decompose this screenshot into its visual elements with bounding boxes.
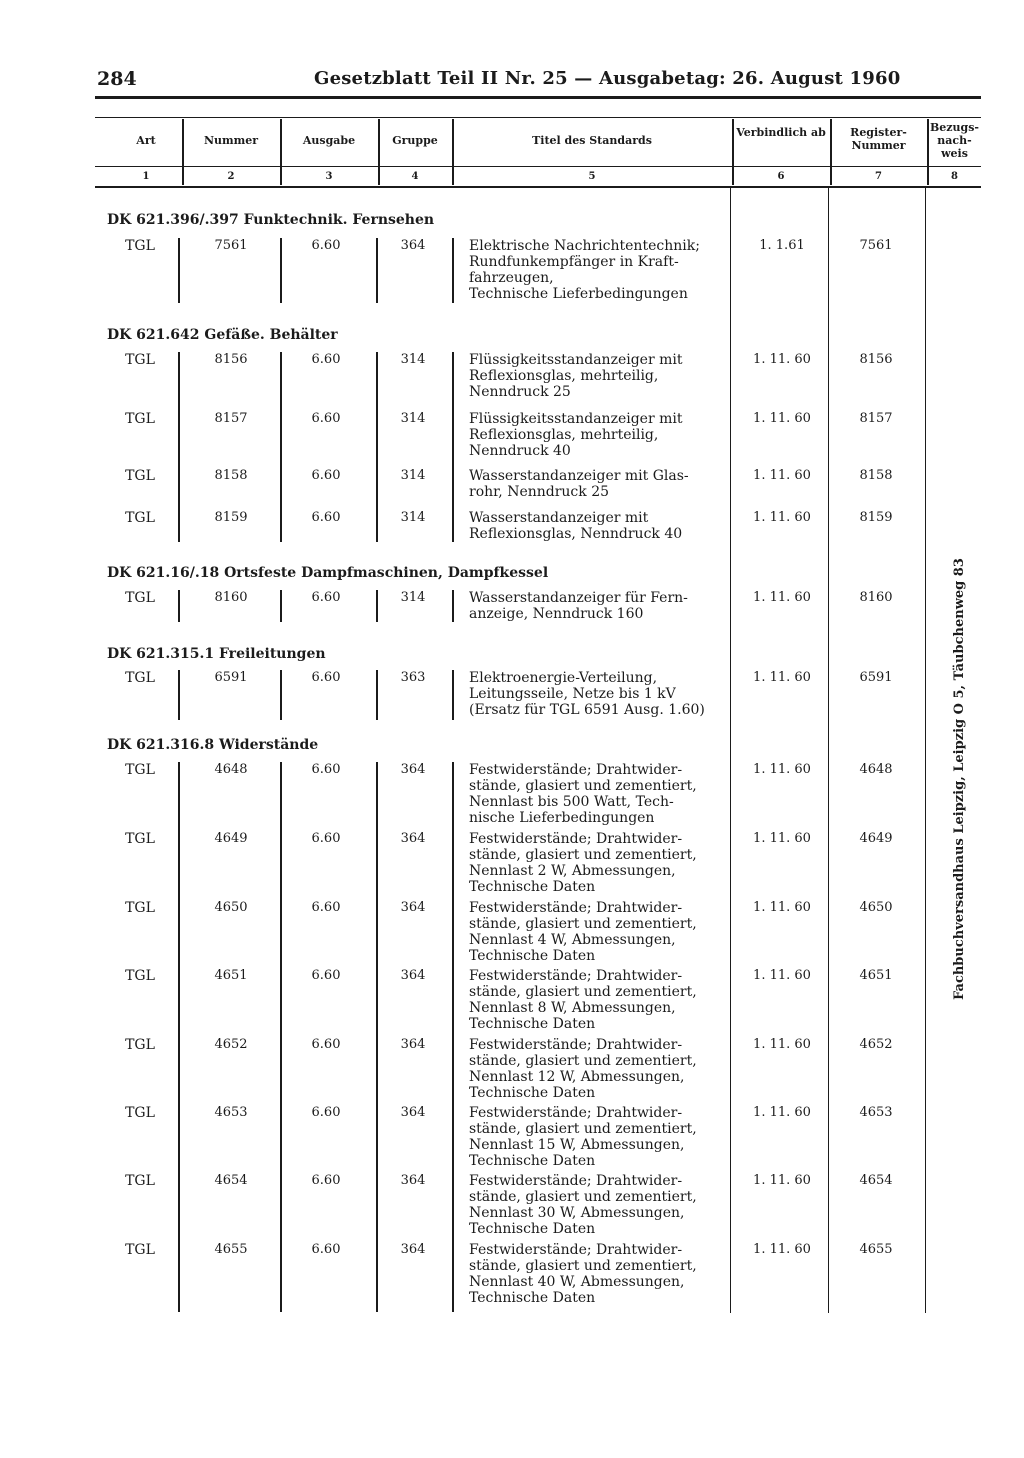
titel-line: Festwiderstände; Drahtwider- xyxy=(469,1105,683,1121)
section-heading: DK 621.396/.397 Funktechnik. Fernsehen xyxy=(107,212,435,228)
nummer-cell: 8158 xyxy=(214,468,248,483)
gruppe-cell: 314 xyxy=(400,510,426,525)
gruppe-cell: 314 xyxy=(400,468,426,483)
column-divider xyxy=(280,238,282,303)
column-divider xyxy=(452,590,454,622)
art-cell: TGL xyxy=(125,900,155,916)
nummer-cell: 8156 xyxy=(214,352,248,367)
titel-line: Technische Daten xyxy=(469,948,596,964)
art-cell: TGL xyxy=(125,762,155,778)
verbindlich-cell: 1. 11. 60 xyxy=(753,411,811,426)
column-number: 7 xyxy=(875,171,882,182)
titel-line: Festwiderstände; Drahtwider- xyxy=(469,968,683,984)
column-divider xyxy=(280,762,282,1312)
titel-line: Technische Daten xyxy=(469,1153,596,1169)
verbindlich-cell: 1. 11. 60 xyxy=(753,352,811,367)
column-divider xyxy=(178,238,180,303)
column-header: Gruppe xyxy=(392,134,438,147)
nummer-cell: 8160 xyxy=(214,590,248,605)
column-divider xyxy=(280,352,282,542)
titel-line: Technische Lieferbedingungen xyxy=(469,286,688,302)
table-top-rule xyxy=(95,117,981,118)
column-number: 1 xyxy=(142,171,150,182)
column-divider xyxy=(376,352,378,542)
register-cell: 4650 xyxy=(859,900,893,915)
verbindlich-cell: 1. 11. 60 xyxy=(753,510,811,525)
art-cell: TGL xyxy=(125,352,155,368)
titel-cell xyxy=(469,238,729,302)
column-divider xyxy=(730,188,731,1313)
column-divider xyxy=(732,119,734,185)
column-divider xyxy=(280,119,282,185)
ausgabe-cell: 6.60 xyxy=(311,352,341,367)
titel-cell xyxy=(469,468,729,500)
gruppe-cell: 314 xyxy=(400,352,426,367)
column-divider xyxy=(927,119,929,185)
titel-line: stände, glasiert und zementiert, xyxy=(469,1258,697,1274)
register-cell: 4648 xyxy=(859,762,893,777)
publisher-imprint: Fachbuchversandhaus Leipzig, Leipzig O 5, Täubchenweg 83 xyxy=(952,558,967,1000)
column-divider xyxy=(182,119,184,185)
ausgabe-cell: 6.60 xyxy=(311,1105,341,1120)
nummer-cell: 4649 xyxy=(214,831,248,846)
titel-cell xyxy=(469,900,729,964)
titel-line: Nenndruck 40 xyxy=(469,443,571,459)
titel-line: Flüssigkeitsstandanzeiger mit xyxy=(469,352,683,368)
titel-line: Wasserstandanzeiger mit xyxy=(469,510,649,526)
verbindlich-cell: 1. 11. 60 xyxy=(753,900,811,915)
column-header: Art xyxy=(136,134,156,147)
titel-line: stände, glasiert und zementiert, xyxy=(469,1053,697,1069)
register-cell: 6591 xyxy=(859,670,893,685)
register-cell: 4654 xyxy=(859,1173,893,1188)
titel-cell xyxy=(469,352,729,400)
register-cell: 4651 xyxy=(859,968,893,983)
column-divider xyxy=(376,238,378,303)
titel-line: Festwiderstände; Drahtwider- xyxy=(469,1242,683,1258)
column-header: Titel des Standards xyxy=(532,134,652,147)
section-heading: DK 621.642 Gefäße. Behälter xyxy=(107,327,338,343)
ausgabe-cell: 6.60 xyxy=(311,411,341,426)
register-cell: 4649 xyxy=(859,831,893,846)
gruppe-cell: 364 xyxy=(400,831,426,846)
verbindlich-cell: 1. 11. 60 xyxy=(753,1105,811,1120)
section-heading: DK 621.316.8 Widerstände xyxy=(107,737,319,753)
column-number: 8 xyxy=(951,171,958,182)
art-cell: TGL xyxy=(125,238,155,254)
titel-line: stände, glasiert und zementiert, xyxy=(469,847,697,863)
titel-cell xyxy=(469,762,729,826)
titel-line: Nennlast 30 W, Abmessungen, xyxy=(469,1205,685,1221)
ausgabe-cell: 6.60 xyxy=(311,238,341,253)
column-divider xyxy=(280,670,282,720)
titel-line: Flüssigkeitsstandanzeiger mit xyxy=(469,411,683,427)
art-cell: TGL xyxy=(125,1037,155,1053)
column-header: Nummer xyxy=(203,134,259,147)
art-cell: TGL xyxy=(125,670,155,686)
column-number: 4 xyxy=(411,171,419,182)
titel-cell xyxy=(469,510,729,542)
column-number-rule xyxy=(95,186,981,188)
column-divider xyxy=(925,188,926,1313)
nummer-cell: 4651 xyxy=(214,968,248,983)
titel-line: stände, glasiert und zementiert, xyxy=(469,1121,697,1137)
ausgabe-cell: 6.60 xyxy=(311,831,341,846)
nummer-cell: 4648 xyxy=(214,762,248,777)
titel-line: Festwiderstände; Drahtwider- xyxy=(469,900,683,916)
register-cell: 8160 xyxy=(859,590,893,605)
verbindlich-cell: 1. 11. 60 xyxy=(753,831,811,846)
art-cell: TGL xyxy=(125,411,155,427)
titel-cell xyxy=(469,411,729,459)
column-divider xyxy=(280,590,282,622)
column-divider xyxy=(376,670,378,720)
ausgabe-cell: 6.60 xyxy=(311,762,341,777)
column-divider xyxy=(178,670,180,720)
ausgabe-cell: 6.60 xyxy=(311,1037,341,1052)
titel-line: (Ersatz für TGL 6591 Ausg. 1.60) xyxy=(469,702,705,718)
register-cell: 8158 xyxy=(859,468,893,483)
titel-cell xyxy=(469,1173,729,1237)
nummer-cell: 8159 xyxy=(214,510,248,525)
column-header: Ausgabe xyxy=(302,134,356,147)
column-header: Bezugs-nach-weis xyxy=(930,121,979,160)
register-cell: 7561 xyxy=(859,238,893,253)
verbindlich-cell: 1. 11. 60 xyxy=(753,670,811,685)
column-divider xyxy=(178,762,180,1312)
column-divider xyxy=(452,238,454,303)
gruppe-cell: 364 xyxy=(400,968,426,983)
gruppe-cell: 314 xyxy=(400,590,426,605)
column-divider xyxy=(452,670,454,720)
art-cell: TGL xyxy=(125,1173,155,1189)
titel-line: Nennlast 15 W, Abmessungen, xyxy=(469,1137,685,1153)
titel-line: Festwiderstände; Drahtwider- xyxy=(469,762,683,778)
titel-line: Elektroenergie-Verteilung, xyxy=(469,670,658,686)
titel-line: Nennlast 40 W, Abmessungen, xyxy=(469,1274,685,1290)
titel-line: nische Lieferbedingungen xyxy=(469,810,655,826)
column-header: Verbindlich ab xyxy=(736,126,826,139)
verbindlich-cell: 1. 11. 60 xyxy=(753,590,811,605)
column-number: 6 xyxy=(777,171,785,182)
page-number: 284 xyxy=(97,68,137,90)
nummer-cell: 6591 xyxy=(214,670,248,685)
titel-line: Rundfunkempfänger in Kraft- xyxy=(469,254,679,270)
titel-line: Festwiderstände; Drahtwider- xyxy=(469,1037,683,1053)
titel-cell xyxy=(469,1242,729,1306)
column-header: Register-Nummer xyxy=(850,126,907,152)
art-cell: TGL xyxy=(125,468,155,484)
verbindlich-cell: 1. 11. 60 xyxy=(753,1173,811,1188)
verbindlich-cell: 1. 11. 60 xyxy=(753,762,811,777)
titel-line: Leitungsseile, Netze bis 1 kV xyxy=(469,686,676,702)
column-divider xyxy=(376,590,378,622)
register-cell: 8156 xyxy=(859,352,893,367)
titel-line: stände, glasiert und zementiert, xyxy=(469,1189,697,1205)
ausgabe-cell: 6.60 xyxy=(311,468,341,483)
titel-line: Technische Daten xyxy=(469,1221,596,1237)
header-rule xyxy=(95,96,981,99)
art-cell: TGL xyxy=(125,831,155,847)
column-header-rule xyxy=(95,166,981,167)
column-divider xyxy=(178,590,180,622)
column-divider xyxy=(376,762,378,1312)
page-title: Gesetzblatt Teil II Nr. 25 — Ausgabetag: 26. August 1960 xyxy=(314,68,901,89)
ausgabe-cell: 6.60 xyxy=(311,968,341,983)
nummer-cell: 4654 xyxy=(214,1173,248,1188)
register-cell: 8157 xyxy=(859,411,893,426)
titel-line: Nenndruck 25 xyxy=(469,384,571,400)
nummer-cell: 7561 xyxy=(214,238,248,253)
column-number: 3 xyxy=(325,171,333,182)
titel-line: Nennlast 8 W, Abmessungen, xyxy=(469,1000,676,1016)
titel-line: Wasserstandanzeiger mit Glas- xyxy=(469,468,689,484)
verbindlich-cell: 1. 1.61 xyxy=(759,238,805,253)
titel-line: Wasserstandanzeiger für Fern- xyxy=(469,590,688,606)
verbindlich-cell: 1. 11. 60 xyxy=(753,1037,811,1052)
titel-cell xyxy=(469,968,729,1032)
gruppe-cell: 314 xyxy=(400,411,426,426)
column-number: 2 xyxy=(227,171,235,182)
gruppe-cell: 364 xyxy=(400,1037,426,1052)
titel-line: stände, glasiert und zementiert, xyxy=(469,778,697,794)
titel-line: Nennlast 4 W, Abmessungen, xyxy=(469,932,676,948)
ausgabe-cell: 6.60 xyxy=(311,1242,341,1257)
titel-line: Festwiderstände; Drahtwider- xyxy=(469,831,683,847)
titel-line: Nennlast bis 500 Watt, Tech- xyxy=(469,794,674,810)
nummer-cell: 8157 xyxy=(214,411,248,426)
ausgabe-cell: 6.60 xyxy=(311,900,341,915)
titel-line: Elektrische Nachrichtentechnik; xyxy=(469,238,700,254)
register-cell: 4655 xyxy=(859,1242,893,1257)
column-divider xyxy=(452,762,454,1312)
column-divider xyxy=(830,119,832,185)
gruppe-cell: 364 xyxy=(400,900,426,915)
titel-cell xyxy=(469,670,729,718)
titel-line: stände, glasiert und zementiert, xyxy=(469,984,697,1000)
column-divider xyxy=(378,119,380,185)
titel-line: Reflexionsglas, mehrteilig, xyxy=(469,368,659,384)
column-divider xyxy=(452,352,454,542)
titel-line: anzeige, Nenndruck 160 xyxy=(469,606,644,622)
section-heading: DK 621.315.1 Freileitungen xyxy=(107,646,326,662)
nummer-cell: 4655 xyxy=(214,1242,248,1257)
column-divider xyxy=(452,119,454,185)
section-heading: DK 621.16/.18 Ortsfeste Dampfmaschinen, Dampfkessel xyxy=(107,565,549,581)
art-cell: TGL xyxy=(125,1242,155,1258)
gruppe-cell: 364 xyxy=(400,762,426,777)
gruppe-cell: 364 xyxy=(400,1173,426,1188)
art-cell: TGL xyxy=(125,968,155,984)
gruppe-cell: 364 xyxy=(400,1242,426,1257)
gruppe-cell: 364 xyxy=(400,1105,426,1120)
verbindlich-cell: 1. 11. 60 xyxy=(753,1242,811,1257)
register-cell: 4653 xyxy=(859,1105,893,1120)
nummer-cell: 4650 xyxy=(214,900,248,915)
titel-line: Technische Daten xyxy=(469,1290,596,1306)
ausgabe-cell: 6.60 xyxy=(311,510,341,525)
verbindlich-cell: 1. 11. 60 xyxy=(753,968,811,983)
titel-line: Reflexionsglas, mehrteilig, xyxy=(469,427,659,443)
titel-line: Reflexionsglas, Nenndruck 40 xyxy=(469,526,683,542)
titel-line: stände, glasiert und zementiert, xyxy=(469,916,697,932)
ausgabe-cell: 6.60 xyxy=(311,590,341,605)
nummer-cell: 4653 xyxy=(214,1105,248,1120)
column-number: 5 xyxy=(588,171,596,182)
register-cell: 8159 xyxy=(859,510,893,525)
titel-line: Nennlast 12 W, Abmessungen, xyxy=(469,1069,685,1085)
register-cell: 4652 xyxy=(859,1037,893,1052)
titel-line: rohr, Nenndruck 25 xyxy=(469,484,610,500)
titel-line: Festwiderstände; Drahtwider- xyxy=(469,1173,683,1189)
art-cell: TGL xyxy=(125,590,155,606)
gruppe-cell: 363 xyxy=(400,670,426,685)
titel-line: Nennlast 2 W, Abmessungen, xyxy=(469,863,676,879)
ausgabe-cell: 6.60 xyxy=(311,670,341,685)
art-cell: TGL xyxy=(125,1105,155,1121)
column-divider xyxy=(178,352,180,542)
column-divider xyxy=(828,188,829,1313)
titel-line: Technische Daten xyxy=(469,1016,596,1032)
art-cell: TGL xyxy=(125,510,155,526)
titel-cell xyxy=(469,590,729,622)
titel-line: Technische Daten xyxy=(469,879,596,895)
nummer-cell: 4652 xyxy=(214,1037,248,1052)
ausgabe-cell: 6.60 xyxy=(311,1173,341,1188)
titel-cell xyxy=(469,1105,729,1169)
titel-line: fahrzeugen, xyxy=(469,270,554,286)
titel-cell xyxy=(469,831,729,895)
verbindlich-cell: 1. 11. 60 xyxy=(753,468,811,483)
gruppe-cell: 364 xyxy=(400,238,426,253)
titel-cell xyxy=(469,1037,729,1101)
titel-line: Technische Daten xyxy=(469,1085,596,1101)
